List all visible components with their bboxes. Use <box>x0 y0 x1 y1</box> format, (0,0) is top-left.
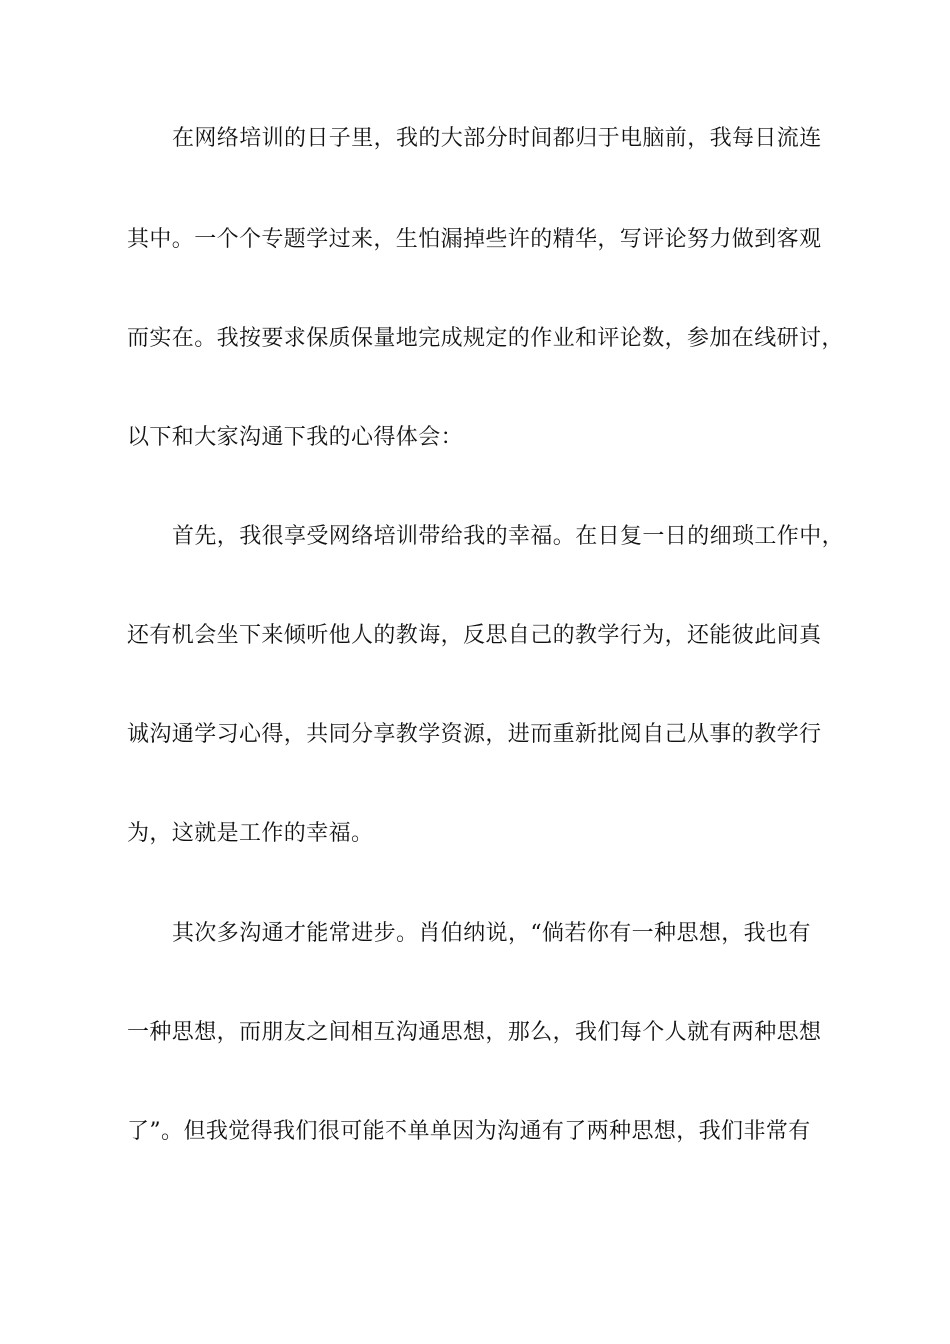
paragraph-3-line-1: 其次多沟通才能常进步。肖伯纳说，“倘若你有一种思想，我也有 <box>172 921 811 946</box>
paragraph-3-line-2: 一种思想，而朋友之间相互沟通思想，那么，我们每个人就有两种思想 <box>127 1020 822 1045</box>
paragraph-1-line-3: 而实在。我按要求保质保量地完成规定的作业和评论数，参加在线研讨， <box>127 326 844 351</box>
paragraph-1-line-1: 在网络培训的日子里，我的大部分时间都归于电脑前，我每日流连 <box>172 126 822 151</box>
paragraph-2-line-3: 诚沟通学习心得，共同分享教学资源，进而重新批阅自己从事的教学行 <box>127 722 822 747</box>
paragraph-2-line-2: 还有机会坐下来倾听他人的教诲，反思自己的教学行为，还能彼此间真 <box>127 623 822 648</box>
paragraph-3-line-3: 了”。但我觉得我们很可能不单单因为沟通有了两种思想，我们非常有 <box>127 1119 811 1144</box>
paragraph-2-line-1: 首先，我很享受网络培训带给我的幸福。在日复一日的细琐工作中， <box>172 524 845 549</box>
paragraph-2-line-4: 为，这就是工作的幸福。 <box>127 821 374 846</box>
paragraph-1-line-2: 其中。一个个专题学过来，生怕漏掉些许的精华，写评论努力做到客观 <box>127 227 822 252</box>
paragraph-1-line-4: 以下和大家沟通下我的心得体会： <box>127 425 464 450</box>
